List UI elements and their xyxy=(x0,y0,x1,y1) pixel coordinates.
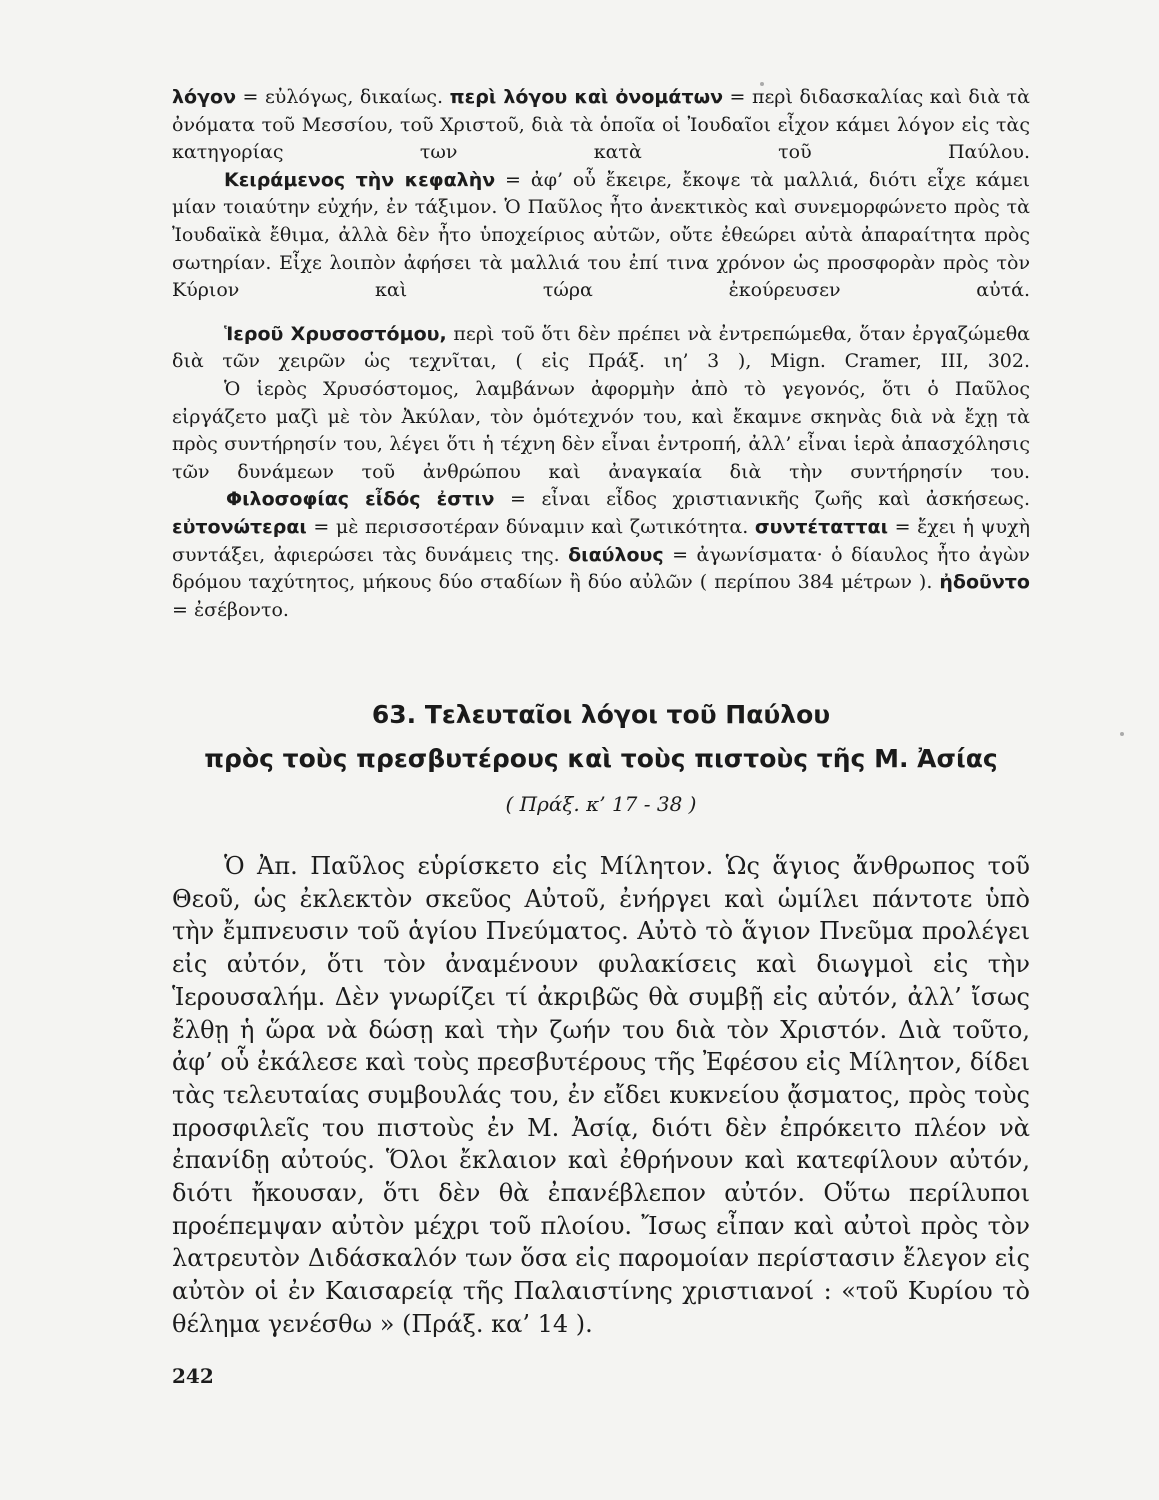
note-paragraph xyxy=(172,486,1030,624)
note-term: λόγον xyxy=(172,86,237,108)
section-subtitle: πρὸς τοὺς πρεσβυτέρους καὶ τοὺς πιστοὺς τῆς Μ. Ἀσίας xyxy=(204,744,998,773)
note-text: = περὶ διδασκαλίας καὶ διὰ τὰ ὀνόματα τοῦ Μεσσίου, τοῦ Χριστοῦ, διὰ τὰ ὁποῖα οἱ Ἰουδαῖοι εἶχον κάμει λόγον εἰς τὰς κατηγορίας των κατὰ τοῦ Παύλου. xyxy=(172,86,1031,164)
note-term: περὶ λόγου καὶ ὀνομάτων xyxy=(449,86,724,108)
section-title: 63. Τελευταῖοι λόγοι τοῦ Παύλου xyxy=(371,700,831,729)
note-text: = ἀφ’ οὗ ἔκειρε, ἔκοψε τὰ μαλλιά, διότι εἶχε κάμει μίαν τοιαύτην εὐχήν, ἐν τάξιμον. Ὁ Παῦλος ἦτο ἀνεκτικὸς καὶ συνεμορφώνετο πρὸς τὰ Ἰουδαϊκὰ ἔθιμα, ἀλλὰ δὲν ἦτο ὑποχείριος αὐτῶν, οὔτε ἐθεώρει αὐτὰ ἀπαραίτητα πρὸς σωτηρίαν. Εἶχε λοιπὸν ἀφήσει τὰ μαλλιά του ἐπί τινα χρόνον ὡς προσφορὰν πρὸς τὸν Κύριον καὶ τώρα ἐκούρευσεν αὐτά. xyxy=(172,168,1030,302)
note-text: = μὲ περισσοτέραν δύναμιν καὶ ζωτικότητα. xyxy=(306,515,755,538)
note-term: Ἱεροῦ Χρυσοστόμου, xyxy=(224,322,447,345)
note-term: συντέτατται xyxy=(754,515,888,538)
note-term: εὐτονώτεραι xyxy=(172,515,307,538)
note-text: = εὐλόγως, δικαίως. xyxy=(236,86,450,108)
note-term: Κειράμενος τὴν κεφαλὴν xyxy=(224,168,496,191)
scan-speck xyxy=(760,82,764,86)
note-text: = ἔχει ἡ ψυχὴ συντάξει, ἀφιερώσει τὰς δυνάμεις της. xyxy=(172,515,1030,566)
note-text: περὶ τοῦ ὅτι δὲν πρέπει νὰ ἐντρεπώμεθα, ὅταν ἐργαζώμεθα διὰ τῶν χειρῶν ὡς τεχνῖται, ( εἰς Πράξ. ιη’ 3 ), Mign. Cramer, III, 302. xyxy=(172,322,1030,373)
note-term: ἠδοῦντο xyxy=(939,571,1030,594)
note-text: = ἐσέβοντο. xyxy=(172,598,289,621)
note-term: διαύλους xyxy=(568,543,664,566)
page-number: 242 xyxy=(172,1364,214,1388)
note-paragraph xyxy=(172,84,1030,167)
body-text xyxy=(172,850,1030,1341)
scan-speck xyxy=(1120,732,1124,736)
note-text: Ὁ ἱερὸς Χρυσόστομος, λαμβάνων ἀφορμὴν ἀπὸ τὸ γεγονός, ὅτι ὁ Παῦλος εἰργάζετο μαζὶ μὲ τὸν Ἀκύλαν, τὸν ὁμότεχνόν του, καὶ ἔκαμνε σκηνὰς διὰ νὰ ἔχῃ τὰ πρὸς συντήρησίν του, λέγει ὅτι ἡ τέχνη δὲν εἶναι ἐντροπή, ἀλλ’ εἶναι ἱερὰ ἀπασχόλησις τῶν δυνάμεων τοῦ ἀνθρώπου καὶ ἀναγκαία διὰ τὴν συντήρησίν του. xyxy=(172,377,1030,483)
note-paragraph xyxy=(172,376,1030,486)
scripture-reference: ( Πράξ. κ’ 17 - 38 ) xyxy=(505,792,697,816)
note-paragraph xyxy=(172,321,1030,376)
note-text: = ἀγωνίσματα· ὁ δίαυλος ἦτο ἀγὼν δρόμου ταχύτητος, μήκους δύο σταδίων ἢ δύο αὐλῶν ( περίπου 384 μέτρων ). xyxy=(172,543,1030,594)
body-paragraph: Ὁ Ἀπ. Παῦλος εὑρίσκετο εἰς Μίλητον. Ὡς ἅγιος ἄνθρωπος τοῦ Θεοῦ, ὡς ἐκλεκτὸν σκεῦος Αὐτοῦ, ἐνήργει καὶ ὡμίλει πάντοτε ὑπὸ τὴν ἔμπνευσιν τοῦ ἁγίου Πνεύματος. Αὐτὸ τὸ ἅγιον Πνεῦμα προλέγει εἰς αὐτόν, ὅτι τὸν ἀναμένουν φυλακίσεις καὶ διωγμοὶ εἰς τὴν Ἱερουσαλήμ. Δὲν γνωρίζει τί ἀκριβῶς θὰ συμβῇ εἰς αὐτόν, ἀλλ’ ἴσως ἔλθῃ ἡ ὥρα νὰ δώσῃ καὶ τὴν ζωήν του διὰ τὸν Χριστόν. Διὰ τοῦτο, ἀφ’ οὗ ἐκάλεσε καὶ τοὺς πρεσβυτέρους τῆς Ἐφέσου εἰς Μίλητον, δίδει τὰς τελευταίας συμβουλάς του, ἐν εἴδει κυκνείου ᾄσματος, πρὸς τοὺς προσφιλεῖς του πιστοὺς ἐν Μ. Ἀσίᾳ, διότι δὲν ἐπρόκειτο πλέον νὰ ἐπανίδῃ αὐτούς. Ὅλοι ἔκλαιον καὶ ἐθρήνουν καὶ κατεφίλουν αὐτόν, διότι ἤκουσαν, ὅτι δὲν θὰ ἐπανέβλεπον αὐτόν. Οὕτω περίλυποι προέπεμψαν αὐτὸν μέχρι τοῦ πλοίου. Ἴσως εἶπαν καὶ αὐτοὶ πρὸς τὸν λατρευτὸν Διδάσκαλόν των ὅσα εἰς παρομοίαν περίστασιν ἔλεγον εἰς αὐτὸν οἱ ἐν Καισαρείᾳ τῆς Παλαιστίνης χριστιανοί : «τοῦ Κυρίου τὸ θέλημα γενέσθω » (Πράξ. κα’ 14 ). xyxy=(172,852,1030,1338)
notes-section xyxy=(172,84,1030,624)
note-paragraph xyxy=(172,167,1030,305)
note-term: Φιλοσοφίας εἶδός ἐστιν xyxy=(226,488,495,511)
note-text: = εἶναι εἶδος χριστιανικῆς ζωῆς καὶ ἀσκήσεως. xyxy=(494,488,1030,511)
